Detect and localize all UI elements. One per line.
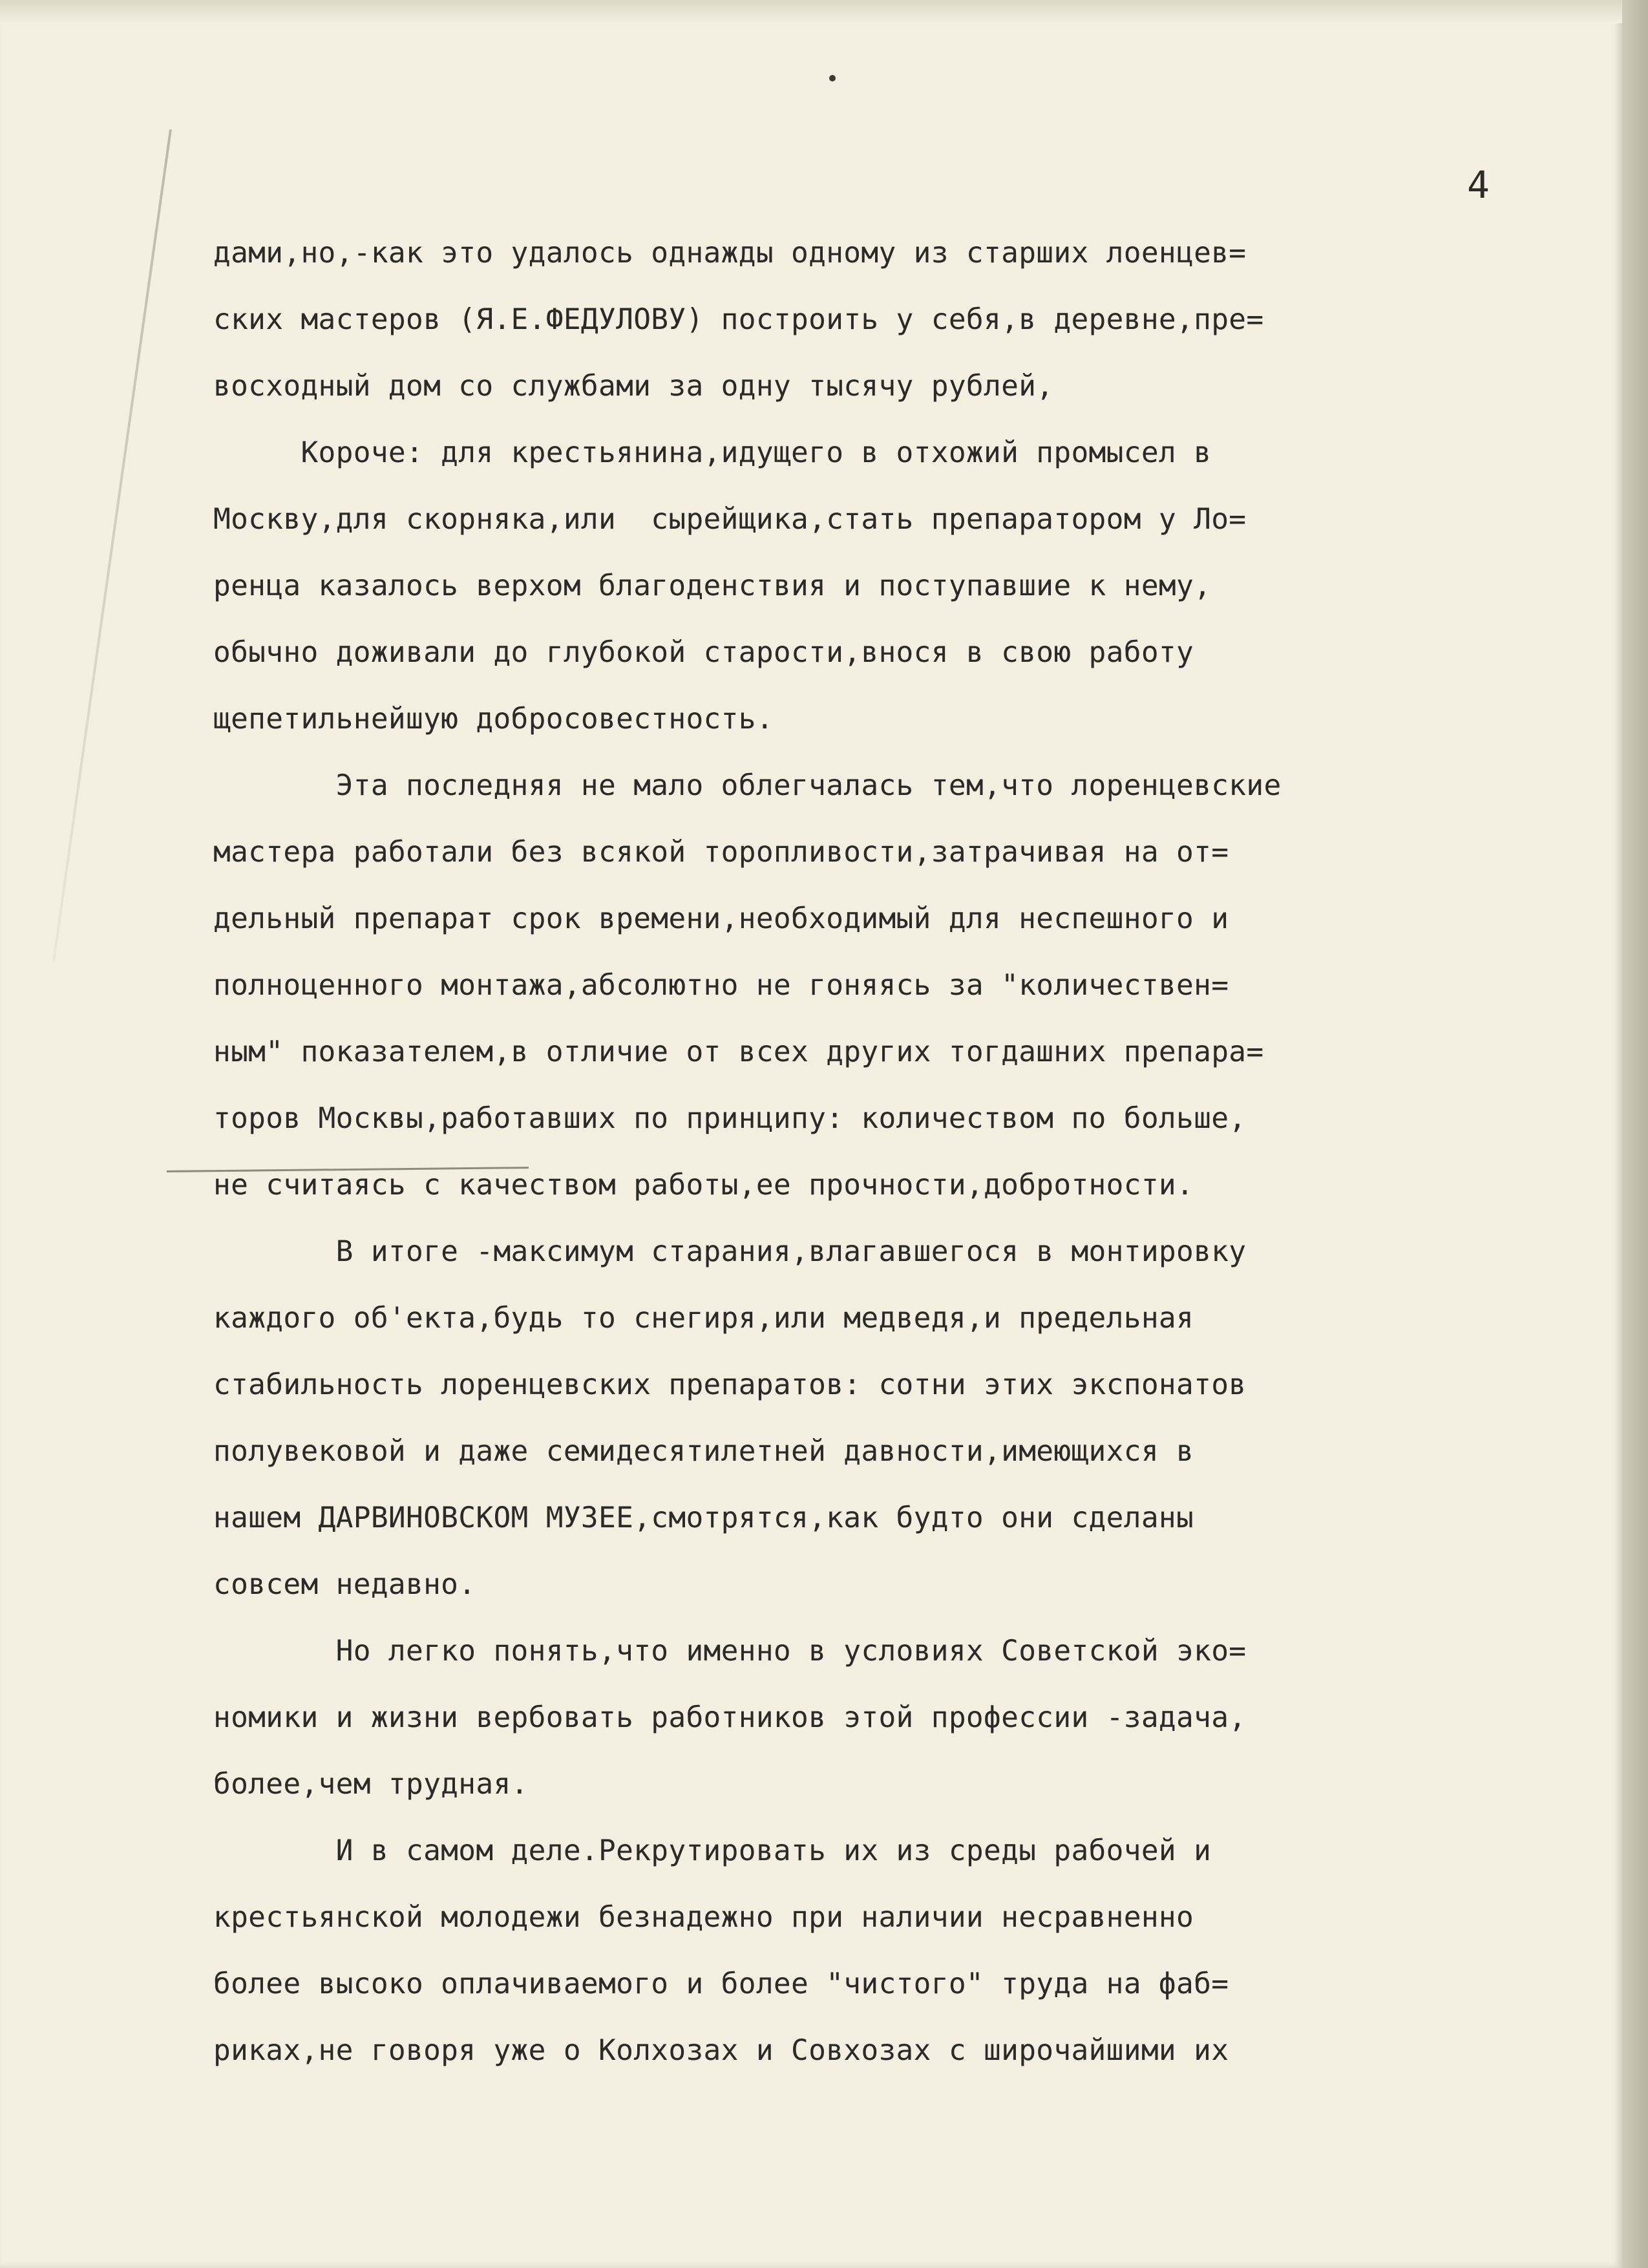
ink-dot — [829, 75, 836, 81]
text-line: стабильность лоренцевских препаратов: сотни этих экспонатов — [213, 1368, 1247, 1401]
page-top-edge — [0, 0, 1622, 23]
text-line: полноценного монтажа,абсолютно не гоняясь за "количествен= — [213, 969, 1229, 1002]
text-line: восходный дом со службами за одну тысячу рублей, — [213, 370, 1054, 403]
page-number: 4 — [1467, 163, 1490, 207]
text-line: Короче: для крестьянина,идущего в отхожий промысел в — [213, 436, 1212, 469]
text-line: дами,но,-как это удалось однажды одному из старших лоенцев= — [213, 237, 1247, 270]
text-line: И в самом деле.Рекрутировать их из среды рабочей и — [213, 1834, 1212, 1867]
text-line: более высоко оплачиваемого и более "чистого" труда на фаб= — [213, 1967, 1229, 2000]
text-line: дельный препарат срок времени,необходимый для неспешного и — [213, 902, 1229, 935]
text-line: мастера работали без всякой торопливости,затрачивая на от= — [213, 836, 1229, 869]
text-line: Но легко понять,что именно в условиях Советской эко= — [213, 1635, 1247, 1668]
text-line: обычно доживали до глубокой старости,внося в свою работу — [213, 636, 1194, 669]
text-line: более,чем трудная. — [213, 1768, 529, 1801]
page-right-edge — [1622, 0, 1648, 2268]
text-line: совсем недавно. — [213, 1568, 476, 1601]
text-line: не считаясь с качеством работы,ее прочности,добротности. — [213, 1169, 1194, 1202]
text-line: торов Москвы,работавших по принципу: количеством по больше, — [213, 1102, 1247, 1135]
text-line: каждого об'екта,будь то снегиря,или медведя,и предельная — [213, 1302, 1194, 1335]
text-line: номики и жизни вербовать работников этой профессии -задача, — [213, 1701, 1247, 1734]
text-line: ренца казалось верхом благоденствия и поступавшие к нему, — [213, 569, 1212, 602]
text-line: нашем ДАРВИНОВСКОМ МУЗЕЕ,смотрятся,как будто они сделаны — [213, 1501, 1194, 1534]
typewritten-text — [213, 220, 1532, 2084]
text-line: В итоге -максимум старания,влагавшегося в монтировку — [213, 1235, 1247, 1268]
text-line: полувековой и даже семидесятилетней давности,имеющихся в — [213, 1435, 1194, 1468]
text-line: ских мастеров (Я.Е.ФЕДУЛОВУ) построить у себя,в деревне,пре= — [213, 303, 1264, 336]
text-line: щепетильнейшую добросовестность. — [213, 703, 774, 736]
text-line: Эта последняя не мало облегчалась тем,что лоренцевские — [213, 769, 1282, 802]
text-line: ным" показателем,в отличие от всех других тогдашних препара= — [213, 1035, 1264, 1068]
text-line: Москву,для скорняка,или сырейщика,стать препаратором у Ло= — [213, 503, 1247, 536]
text-line: крестьянской молодежи безнадежно при наличии несравненно — [213, 1901, 1194, 1934]
text-line: риках,не говоря уже о Колхозах и Совхозах с широчайшими их — [213, 2034, 1229, 2067]
